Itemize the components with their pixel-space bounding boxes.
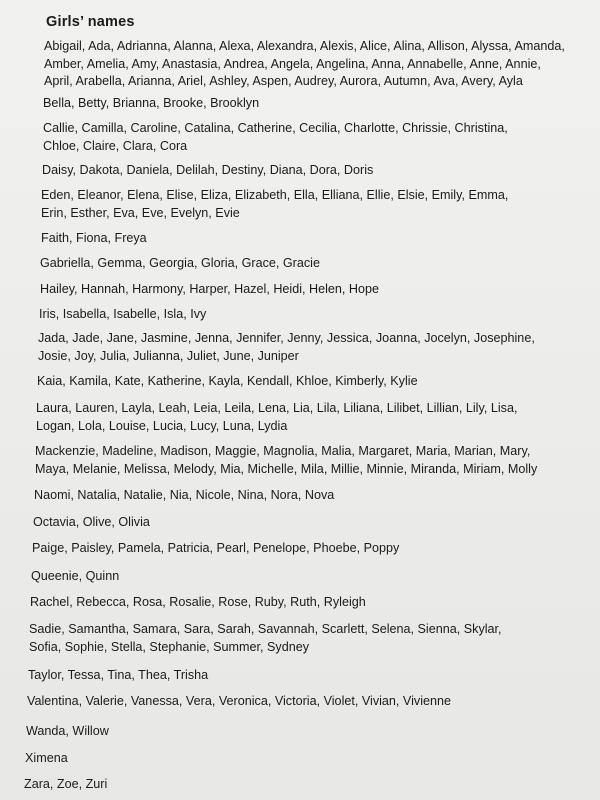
names-group-t xyxy=(28,667,208,685)
names-group-l xyxy=(36,400,517,435)
names-line: Amber, Amelia, Amy, Anastasia, Andrea, Angela, Angelina, Anna, Annabelle, Anne, Annie, xyxy=(44,56,541,71)
names-line: Rachel, Rebecca, Rosa, Rosalie, Rose, Ruby, Ruth, Ryleigh xyxy=(30,595,366,609)
names-line: Octavia, Olive, Olivia xyxy=(33,515,150,529)
names-line: Jada, Jade, Jane, Jasmine, Jenna, Jennifer, Jenny, Jessica, Joanna, Jocelyn, Josephine, xyxy=(38,331,535,345)
names-line: Eden, Eleanor, Elena, Elise, Eliza, Elizabeth, Ella, Elliana, Ellie, Elsie, Emily, Emma, xyxy=(41,188,509,202)
names-group-f xyxy=(41,230,147,248)
names-group-b xyxy=(43,95,259,113)
names-group-v xyxy=(27,693,451,711)
names-line: Kaia, Kamila, Kate, Katherine, Kayla, Kendall, Khloe, Kimberly, Kylie xyxy=(37,374,418,388)
names-group-e xyxy=(41,187,508,222)
names-group-g xyxy=(40,255,320,273)
names-line: Paige, Paisley, Pamela, Patricia, Pearl, Penelope, Phoebe, Poppy xyxy=(32,541,400,555)
names-group-w xyxy=(26,723,109,741)
names-line: April, Arabella, Arianna, Ariel, Ashley, Aspen, Audrey, Aurora, Autumn, Ava, Avery, Ayla xyxy=(44,74,523,88)
names-line: Sadie, Samantha, Samara, Sara, Sarah, Savannah, Scarlett, Selena, Sienna, Skylar, xyxy=(29,622,502,636)
names-group-c xyxy=(43,120,508,155)
page-title: Girls’ names xyxy=(46,14,135,30)
names-group-r xyxy=(30,594,366,612)
names-group-a xyxy=(44,38,565,91)
names-line: Callie, Camilla, Caroline, Catalina, Catherine, Cecilia, Charlotte, Chrissie, Christina, xyxy=(43,121,508,135)
names-line: Daisy, Dakota, Daniela, Delilah, Destiny, Diana, Dora, Doris xyxy=(42,163,374,177)
names-line: Ximena xyxy=(25,751,68,765)
names-group-o xyxy=(33,514,150,532)
names-line: Valentina, Valerie, Vanessa, Vera, Veronica, Victoria, Violet, Vivian, Vivienne xyxy=(27,694,452,708)
names-group-n xyxy=(34,487,334,505)
names-line: Josie, Joy, Julia, Julianna, Juliet, June, Juniper xyxy=(38,348,299,363)
names-group-i xyxy=(39,306,206,324)
names-line: Mackenzie, Madeline, Madison, Maggie, Magnolia, Malia, Margaret, Maria, Marian, Mary, xyxy=(35,444,531,458)
names-line: Faith, Fiona, Freya xyxy=(41,231,147,245)
names-line: Sofia, Sophie, Stella, Stephanie, Summer, Sydney xyxy=(29,639,310,654)
names-group-j xyxy=(38,330,535,365)
names-line: Zara, Zoe, Zuri xyxy=(24,777,108,791)
names-line: Queenie, Quinn xyxy=(31,569,120,583)
names-group-z xyxy=(24,776,107,794)
names-line: Naomi, Natalia, Natalie, Nia, Nicole, Nina, Nora, Nova xyxy=(34,488,335,502)
names-line: Abigail, Ada, Adrianna, Alanna, Alexa, Alexandra, Alexis, Alice, Alina, Allison, Alyssa, Amanda, xyxy=(44,39,565,53)
names-line: Wanda, Willow xyxy=(26,724,109,738)
names-group-q xyxy=(31,568,119,586)
names-line: Laura, Lauren, Layla, Leah, Leia, Leila, Lena, Lia, Lila, Liliana, Lilibet, Lillian, Lily, Lisa, xyxy=(36,401,518,415)
names-group-m xyxy=(35,443,537,478)
names-line: Erin, Esther, Eva, Eve, Evelyn, Evie xyxy=(41,205,240,220)
names-line: Bella, Betty, Brianna, Brooke, Brooklyn xyxy=(43,96,260,110)
names-group-k xyxy=(37,373,418,391)
names-line: Gabriella, Gemma, Georgia, Gloria, Grace, Gracie xyxy=(40,256,320,270)
names-group-h xyxy=(40,281,379,299)
names-line: Maya, Melanie, Melissa, Melody, Mia, Michelle, Mila, Millie, Minnie, Miranda, Miriam, Molly xyxy=(35,461,538,476)
names-line: Iris, Isabella, Isabelle, Isla, Ivy xyxy=(39,307,207,321)
names-group-p xyxy=(32,540,399,558)
names-line: Taylor, Tessa, Tina, Thea, Trisha xyxy=(28,668,209,682)
names-group-d xyxy=(42,162,373,180)
names-line: Hailey, Hannah, Harmony, Harper, Hazel, Heidi, Helen, Hope xyxy=(40,282,380,296)
names-group-s xyxy=(29,621,502,656)
names-line: Chloe, Claire, Clara, Cora xyxy=(43,138,188,153)
names-line: Logan, Lola, Louise, Lucia, Lucy, Luna, Lydia xyxy=(36,418,288,433)
names-group-x xyxy=(25,750,68,768)
